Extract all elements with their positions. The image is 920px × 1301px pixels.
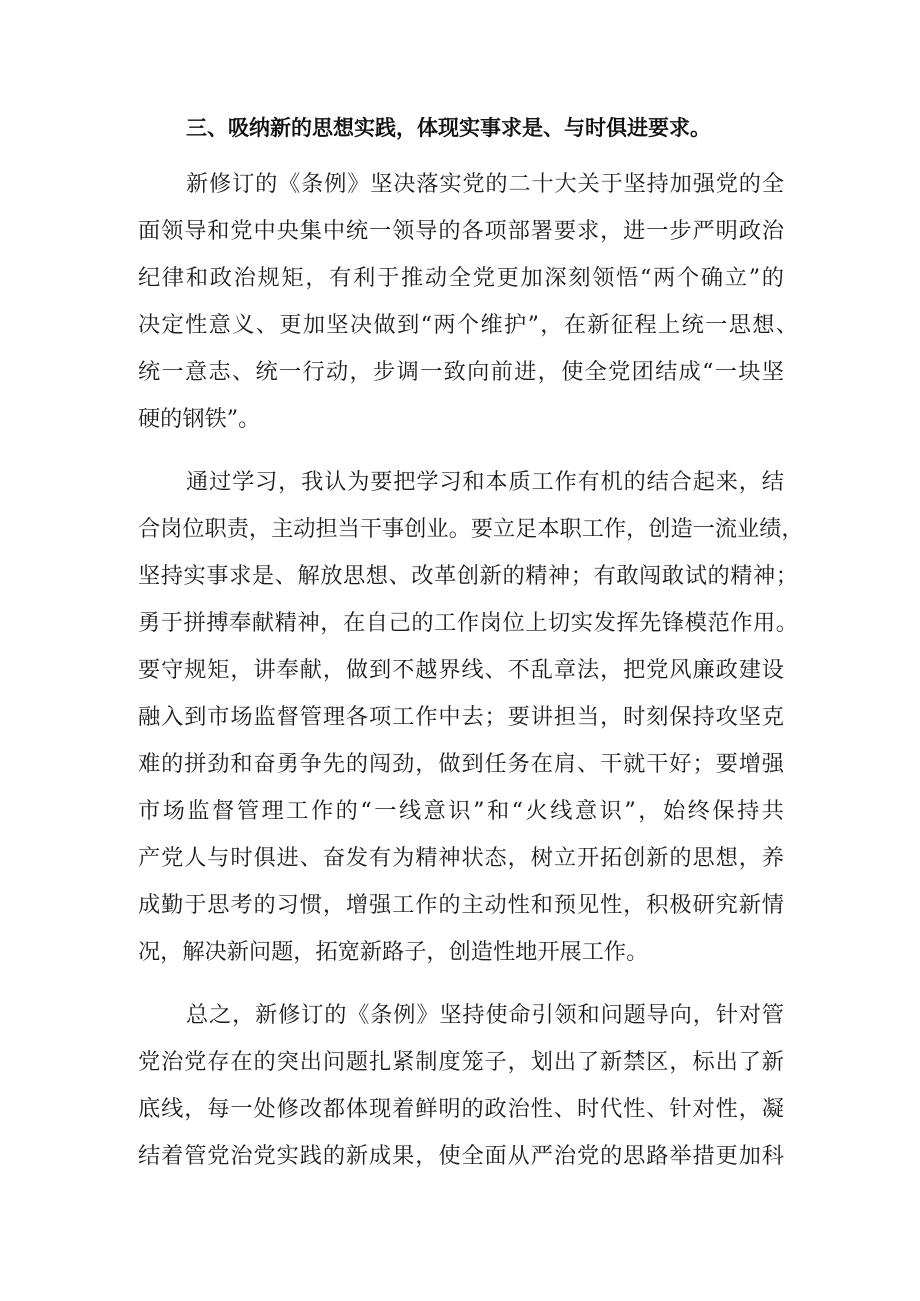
- paragraph-line: 新修订的《条例》坚决落实党的二十大关于坚持加强党的全: [186, 171, 784, 197]
- paragraph-line: 总之，新修订的《条例》坚持使命引领和问题导向，针对管: [186, 1002, 784, 1028]
- paragraph-line: 统一意志、统一行动，步调一致向前进，使全党团结成“一块坚: [138, 359, 784, 385]
- paragraph-line: 决定性意义、更加坚决做到“两个维护”，在新征程上统一思想、: [138, 312, 798, 338]
- paragraph-line: 纪律和政治规矩，有利于推动全党更加深刻领悟“两个确立”的: [138, 265, 784, 291]
- paragraph-line: 勇于拼搏奉献精神，在自己的工作岗位上切实发挥先锋模范作用。: [138, 610, 798, 636]
- paragraph-line: 成勤于思考的习惯，增强工作的主动性和预见性，积极研究新情: [138, 892, 784, 918]
- paragraph-line: 结着管党治党实践的新成果，使全面从严治党的思路举措更加科: [138, 1143, 784, 1169]
- paragraph-line: 面领导和党中央集中统一领导的各项部署要求，进一步严明政治: [138, 218, 784, 244]
- paragraph-line: 通过学习，我认为要把学习和本质工作有机的结合起来，结: [186, 469, 784, 495]
- paragraph-line: 党治党存在的突出问题扎紧制度笼子，划出了新禁区，标出了新: [138, 1049, 784, 1075]
- paragraph-line: 产党人与时俱进、奋发有为精神状态，树立开拓创新的思想，养: [138, 845, 784, 871]
- paragraph-line: 难的拼劲和奋勇争先的闯劲，做到任务在肩、干就干好；要增强: [138, 751, 784, 777]
- paragraph-line: 硬的钢铁”。: [138, 406, 261, 432]
- paragraph-line: 市场监督管理工作的“一线意识”和“火线意识”，始终保持共: [138, 798, 784, 824]
- paragraph-line: 融入到市场监督管理各项工作中去；要讲担当，时刻保持攻坚克: [138, 704, 784, 730]
- paragraph-line: 要守规矩，讲奉献，做到不越界线、不乱章法，把党风廉政建设: [138, 657, 784, 683]
- paragraph-line: 况，解决新问题，拓宽新路子，创造性地开展工作。: [138, 939, 649, 965]
- paragraph-line: 坚持实事求是、解放思想、改革创新的精神；有敢闯敢试的精神；: [138, 563, 798, 589]
- paragraph-line: 合岗位职责，主动担当干事创业。要立足本职工作，创造一流业绩，: [138, 516, 804, 542]
- section-heading: 三、吸纳新的思想实践，体现实事求是、与时俱进要求。: [186, 116, 711, 140]
- paragraph-line: 底线，每一处修改都体现着鲜明的政治性、时代性、针对性，凝: [138, 1096, 784, 1122]
